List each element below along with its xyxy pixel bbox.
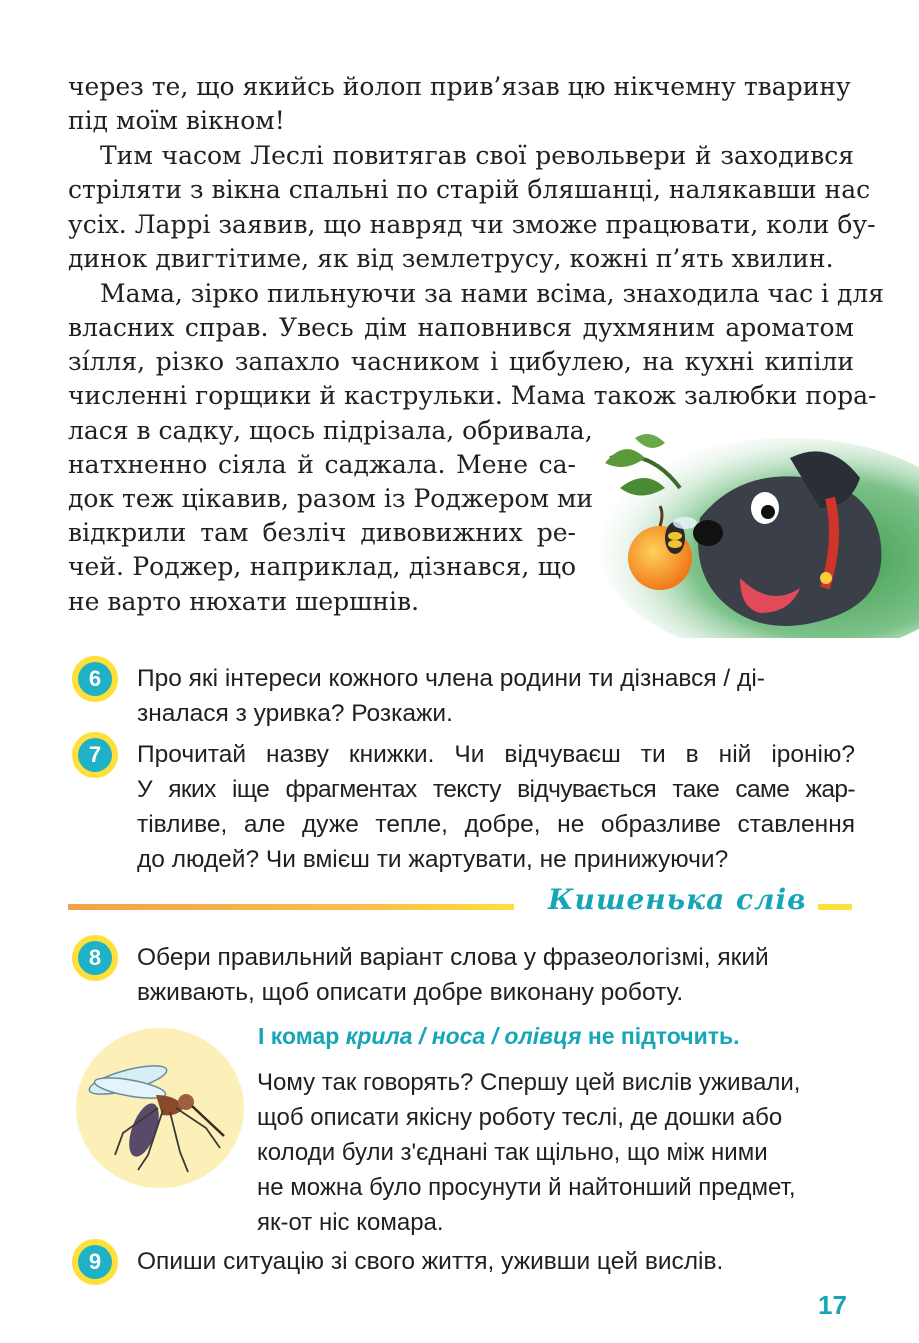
story-line: відкрили там безліч дивовижних ре- xyxy=(68,518,576,547)
page-number: 17 xyxy=(818,1290,847,1320)
story-line: Тим часом Леслі повитягав свої револьвери й заходився xyxy=(100,141,854,170)
phraseologism: І комар крила / носа / олівця не підточить. xyxy=(258,1023,740,1049)
story-line: усіх. Ларрі заявив, що навряд чи зможе працювати, коли бу- xyxy=(68,210,876,239)
task-7-text-line: тівливе, але дуже тепле, добре, не образливе ставлення xyxy=(137,811,855,838)
story-line: лася в садку, щось підрізала, обривала, xyxy=(68,416,593,445)
task-9-text-line: Опиши ситуацію зі свого життя, уживши цей вислів. xyxy=(137,1248,724,1275)
task-8-text-line: вживають, щоб описати добре виконану роботу. xyxy=(137,979,684,1006)
story-line: чей. Роджер, наприклад, дізнався, що xyxy=(68,552,576,581)
explanation-line: щоб описати якісну роботу теслі, де дошки або xyxy=(257,1104,783,1131)
story-line: стріляти з вікна спальні по старій бляшанці, налякавши нас xyxy=(68,175,871,204)
story-line: через те, що якийсь йолоп прив’язав цю нікчемну тварину xyxy=(68,72,851,101)
explanation-line: колоди були з'єднані так щільно, що між ними xyxy=(257,1139,768,1166)
story-line: Мама, зірко пильнуючи за нами всіма, знаходила час і для xyxy=(100,279,885,308)
mosquito-illustration xyxy=(68,1020,244,1188)
task-6-text-line: зналася з уривка? Розкажи. xyxy=(137,700,453,727)
story-line: зі́лля, різко запахло часником і цибулею, на кухні кипіли xyxy=(68,347,854,376)
story-line: власних справ. Увесь дім наповнився духмяним ароматом xyxy=(68,313,854,342)
story-line: під моїм вікном! xyxy=(68,106,285,135)
task-7-text-line: до людей? Чи вмієш ти жартувати, не принижуючи? xyxy=(137,846,729,873)
task-8-number-badge: 8 xyxy=(72,935,118,981)
story-line: не варто нюхати шершнів. xyxy=(68,587,420,616)
task-8-text-line: Обери правильний варіант слова у фразеологізмі, який xyxy=(137,944,769,971)
task-7-text-line: У яких іще фрагментах тексту відчувається таке саме жар- xyxy=(137,776,855,803)
task-6-number-badge: 6 xyxy=(72,656,118,702)
section-rule-left xyxy=(68,904,514,910)
section-title: Кишенька слів xyxy=(548,883,807,916)
task-7-number-badge: 7 xyxy=(72,732,118,778)
task-7-text-line: Прочитай назву книжки. Чи відчуваєш ти в ній іронію? xyxy=(137,741,855,768)
task-6-text-line: Про які інтереси кожного члена родини ти дізнався / ді- xyxy=(137,665,765,692)
explanation-line: Чому так говорять? Спершу цей вислів уживали, xyxy=(257,1069,801,1096)
story-line: численні горщики й каструльки. Мама також залюбки пора- xyxy=(68,381,877,410)
story-line: натхненно сіяла й саджала. Мене са- xyxy=(68,450,576,479)
story-line: динок двигтітиме, як від землетрусу, кожні п’ять хвилин. xyxy=(68,244,834,273)
explanation-line: як-от ніс комара. xyxy=(257,1209,444,1236)
story-line: док теж цікавив, разом із Роджером ми xyxy=(68,484,594,513)
explanation-line: не можна було просунути й найтонший предмет, xyxy=(257,1174,796,1201)
task-9-number-badge: 9 xyxy=(72,1239,118,1285)
section-rule-right xyxy=(818,904,852,910)
dog-sniffing-hornet-illustration xyxy=(590,428,919,638)
